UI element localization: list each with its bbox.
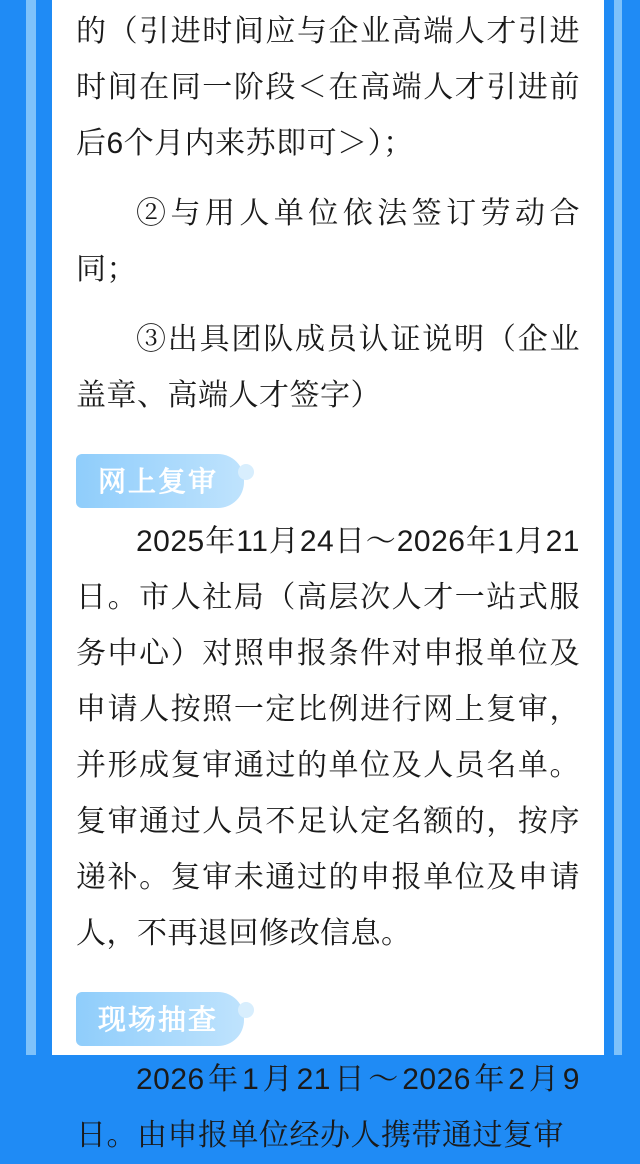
top-paragraph-block xyxy=(76,0,580,424)
section-body-text: 2025年11月24日～2026年1月21日。市人社局（高层次人才一站式服务中心）对照申报条件对申报单位及申请人按照一定比例进行网上复审，并形成复审通过的单位及人员名单。复审通过人员不足认定名额的，按序递补。复审未通过的申报单位及申请人，不再退回修改信息。 xyxy=(76,525,580,950)
section-heading-badge: 网上复审 xyxy=(76,454,244,508)
left-blue-rail xyxy=(0,0,52,1055)
section-online-review xyxy=(76,424,580,962)
content-card xyxy=(52,0,604,1152)
section-heading-badge: 现场抽查 xyxy=(76,992,244,1046)
section-onsite-inspection xyxy=(76,962,580,1164)
right-stripe-decoration xyxy=(614,0,622,1055)
paragraph-item-3: ③出具团队成员认证说明（企业盖章、高端人才签字） xyxy=(76,323,580,412)
left-stripe-decoration xyxy=(26,0,36,1055)
right-blue-rail xyxy=(604,0,640,1055)
paragraph-continuation: 的（引进时间应与企业高端人才引进时间在同一阶段＜在高端人才引进前后6个月内来苏即可＞）； xyxy=(76,15,580,160)
paragraph-gap xyxy=(76,298,580,312)
section-body-text: 2026年1月21日～2026年2月9日。由申报单位经办人携带通过复审 xyxy=(76,1063,580,1152)
paragraph-gap xyxy=(76,172,580,186)
paragraph-item-2: ②与用人单位依法签订劳动合同； xyxy=(76,197,580,286)
